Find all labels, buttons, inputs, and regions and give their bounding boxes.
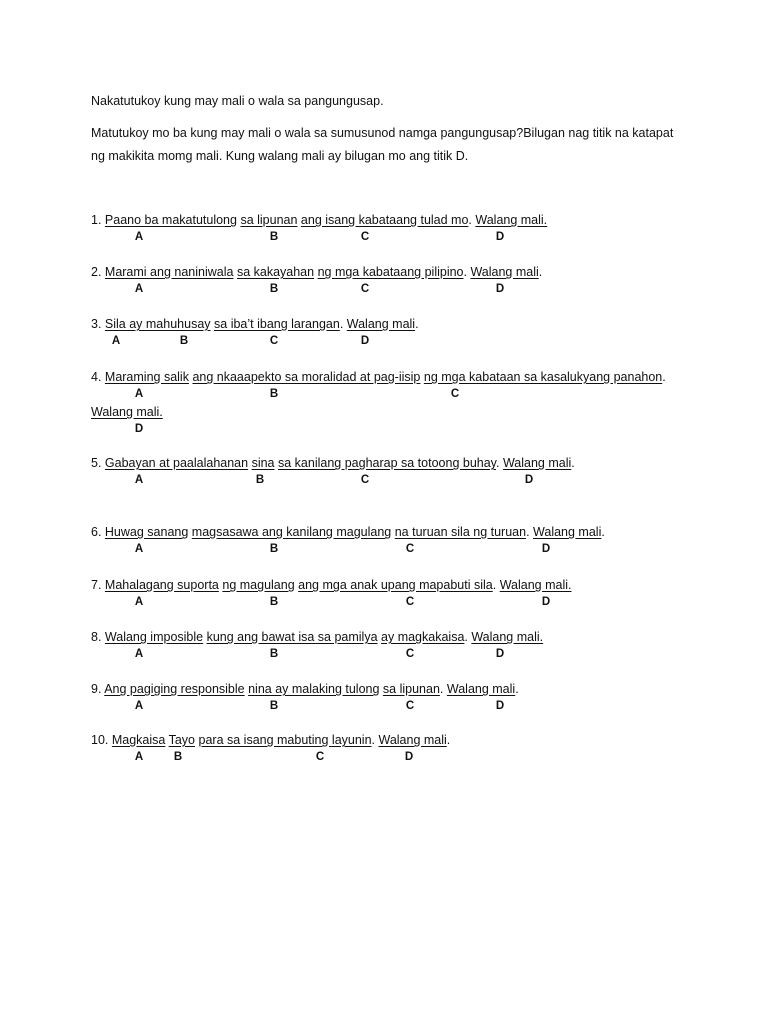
answer-segment: nina ay malaking tulong <box>248 682 380 696</box>
question-number: 4. <box>91 370 105 384</box>
instructions-line-2: ng makikita momg mali. Kung walang mali ay bilugan mo ang titik D. <box>91 149 469 163</box>
answer-segment: Walang mali <box>470 265 539 279</box>
question-number: 7. <box>91 578 105 592</box>
question-1-sentence <box>91 213 547 227</box>
choice-letter-d: D <box>495 283 505 295</box>
answer-segment: sa kakayahan <box>236 265 315 279</box>
answer-segment: Ang pagiging responsible <box>104 682 245 696</box>
choice-letter-b: B <box>269 543 279 555</box>
answer-segment: Paano ba makatutulong <box>104 213 237 227</box>
sentence-text: . <box>468 213 476 227</box>
choice-letter-d: D <box>495 231 505 243</box>
sentence-text: . <box>662 370 666 384</box>
question-3-sentence <box>91 317 419 331</box>
answer-segment: ang nkaaapekto sa moralidad at pag-iisip <box>192 370 421 384</box>
question-10-sentence <box>91 733 450 747</box>
question-8-sentence <box>91 630 543 644</box>
choice-letter-a: A <box>134 474 144 486</box>
sentence-text: . <box>515 682 519 696</box>
sentence-text: . <box>339 317 347 331</box>
choice-letter-d: D <box>524 474 534 486</box>
question-9-sentence <box>91 682 519 696</box>
answer-segment: ay magkakaisa <box>381 630 465 644</box>
answer-segment: Maraming salik <box>104 370 189 384</box>
answer-segment: ang isang kabataang tulad mo <box>300 213 469 227</box>
answer-segment: Walang mali <box>346 317 416 331</box>
answer-segment: sa lipunan <box>240 213 298 227</box>
choice-letter-d: D <box>404 751 414 763</box>
choice-letter-b: B <box>269 231 279 243</box>
sentence-text: . <box>439 682 447 696</box>
question-5-sentence <box>91 456 575 470</box>
choice-letter-a: A <box>134 231 144 243</box>
answer-segment: Walang mali <box>378 733 447 747</box>
answer-segment: sina <box>251 456 275 470</box>
answer-segment: ang mga anak upang mapabuti sila <box>298 578 493 592</box>
question-number: 8. <box>91 630 105 644</box>
answer-segment: na turuan sila ng turuan <box>394 525 527 539</box>
question-number: 2. <box>91 265 105 279</box>
choice-letter-c: C <box>405 648 415 660</box>
choice-letter-b: B <box>269 283 279 295</box>
choice-letter-a: A <box>134 283 144 295</box>
answer-segment: Marami ang naniniwala <box>104 265 234 279</box>
question-2-sentence <box>91 265 542 279</box>
choice-letter-c: C <box>360 231 370 243</box>
answer-segment: ng mga kabataan sa kasalukyang panahon <box>423 370 663 384</box>
answer-segment: kung ang bawat isa sa pamilya <box>206 630 378 644</box>
choice-letter-b: B <box>269 388 279 400</box>
choice-letter-a: A <box>134 648 144 660</box>
answer-segment: sa iba’t ibang larangan <box>214 317 340 331</box>
question-7-sentence <box>91 578 571 592</box>
answer-segment: Walang mali <box>502 456 572 470</box>
choice-letter-d: D <box>541 543 551 555</box>
answer-segment: magsasawa ang kanilang magulang <box>191 525 392 539</box>
sentence-text: . <box>371 733 379 747</box>
answer-segment: Walang mali. <box>475 213 548 227</box>
question-number: 5. <box>91 456 105 470</box>
sentence-text: . <box>496 456 503 470</box>
choice-letter-c: C <box>360 283 370 295</box>
choice-letter-a: A <box>134 700 144 712</box>
answer-segment: Tayo <box>168 733 196 747</box>
choice-letter-a: A <box>134 388 144 400</box>
sentence-text: . <box>415 317 419 331</box>
question-6-sentence <box>91 525 605 539</box>
answer-segment: Mahalagang suporta <box>104 578 219 592</box>
choice-letter-a: A <box>134 543 144 555</box>
answer-segment: sa kanilang pagharap sa totoong buhay <box>278 456 496 470</box>
sentence-text: . <box>492 578 500 592</box>
choice-letter-c: C <box>360 474 370 486</box>
choice-letter-b: B <box>173 751 183 763</box>
answer-segment: para sa isang mabuting layunin <box>198 733 372 747</box>
choice-letter-d: D <box>360 335 370 347</box>
choice-letter-c: C <box>405 543 415 555</box>
answer-segment: Walang mali <box>533 525 602 539</box>
choice-letter-b: B <box>269 648 279 660</box>
question-number: 3. <box>91 317 105 331</box>
choice-letter-d: D <box>134 423 144 435</box>
question-4-sentence <box>91 370 666 384</box>
choice-letter-c: C <box>269 335 279 347</box>
question-number: 1. <box>91 213 105 227</box>
choice-letter-d: D <box>495 648 505 660</box>
answer-segment: Walang mali. <box>499 578 572 592</box>
answer-segment: ng mga kabataang pilipino <box>317 265 464 279</box>
choice-letter-b: B <box>269 596 279 608</box>
sentence-text: . <box>463 265 471 279</box>
answer-segment: sa lipunan <box>382 682 440 696</box>
choice-letter-c: C <box>315 751 325 763</box>
answer-segment: Walang mali. <box>91 405 163 419</box>
choice-letter-a: A <box>111 335 121 347</box>
worksheet-title: Nakatutukoy kung may mali o wala sa pangungusap. <box>91 94 384 108</box>
choice-letter-a: A <box>134 751 144 763</box>
choice-letter-c: C <box>450 388 460 400</box>
answer-segment: Walang imposible <box>104 630 204 644</box>
choice-letter-b: B <box>179 335 189 347</box>
answer-segment: Walang mali. <box>471 630 544 644</box>
answer-segment: Gabayan at paalalahanan <box>104 456 249 470</box>
sentence-text: . <box>571 456 575 470</box>
choice-letter-b: B <box>255 474 265 486</box>
sentence-text: . <box>601 525 605 539</box>
instructions-line-1: Matutukoy mo ba kung may mali o wala sa sumusunod namga pangungusap?Bilugan nag titik na katapat <box>91 126 674 140</box>
choice-letter-a: A <box>134 596 144 608</box>
choice-letter-c: C <box>405 596 415 608</box>
sentence-text: . <box>446 733 451 747</box>
choice-letter-d: D <box>495 700 505 712</box>
sentence-text: . <box>464 630 472 644</box>
sentence-text: . <box>538 265 543 279</box>
question-number: 10. <box>91 733 112 747</box>
choice-letter-c: C <box>405 700 415 712</box>
answer-segment: Huwag sanang <box>104 525 189 539</box>
choice-letter-d: D <box>541 596 551 608</box>
question-number: 9. <box>91 682 105 696</box>
question-number: 6. <box>91 525 105 539</box>
answer-segment: Magkaisa <box>111 733 166 747</box>
answer-segment: ng magulang <box>222 578 295 592</box>
question-4-continuation <box>91 405 163 419</box>
answer-segment: Walang mali <box>446 682 516 696</box>
sentence-text: . <box>526 525 534 539</box>
choice-letter-b: B <box>269 700 279 712</box>
answer-segment: Sila ay mahuhusay <box>104 317 211 331</box>
